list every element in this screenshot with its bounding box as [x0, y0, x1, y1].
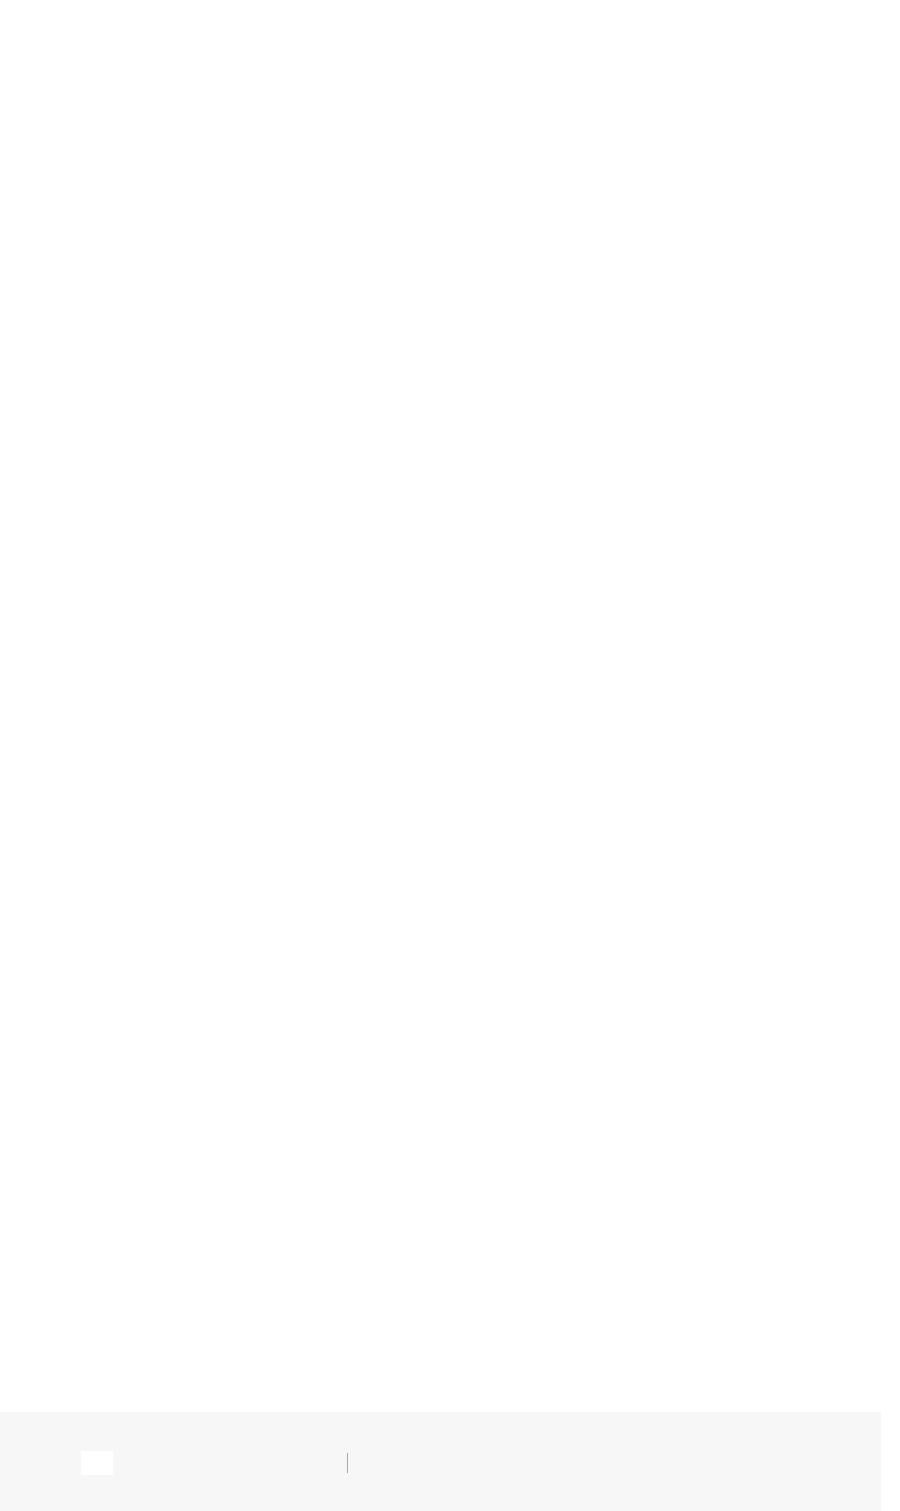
logo-divider	[347, 1453, 348, 1473]
page-number	[81, 1451, 113, 1475]
page-footer	[0, 1412, 881, 1511]
schneider-logo	[341, 1450, 354, 1476]
